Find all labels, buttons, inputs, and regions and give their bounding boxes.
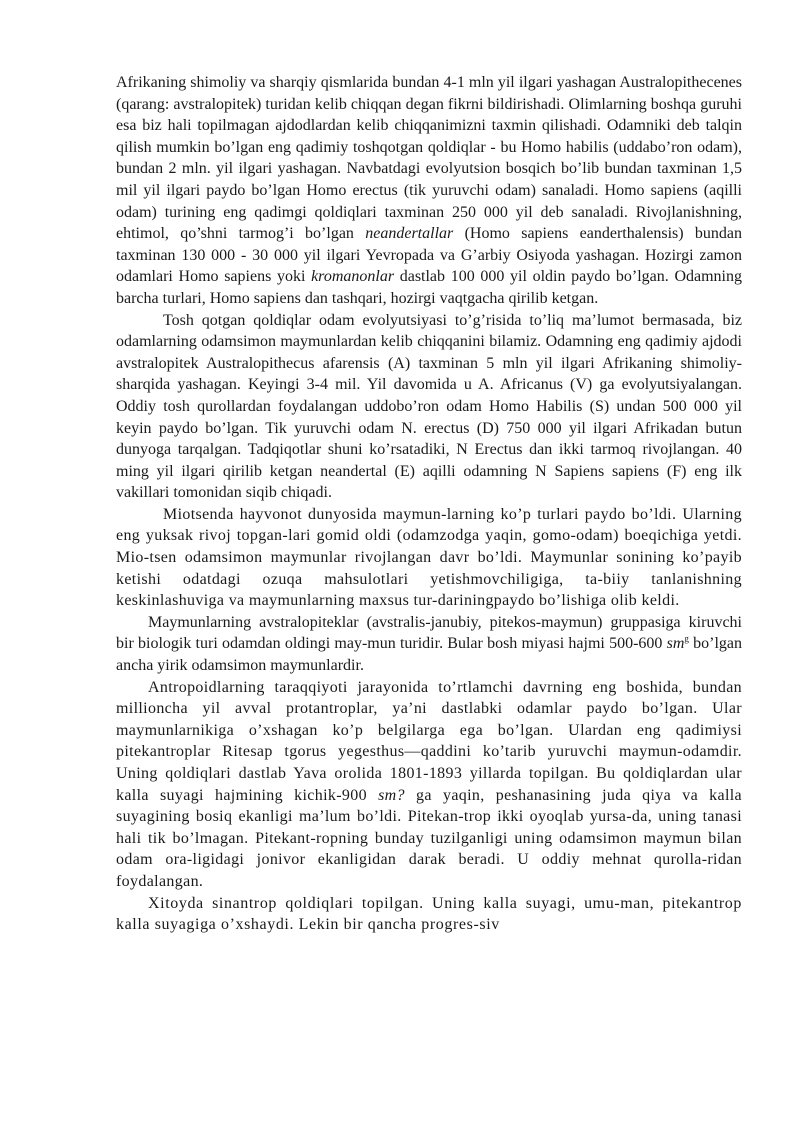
paragraph-2: Tosh qotgan qoldiqlar odam evolyutsiyasi to’g’risida to’liq ma’lumot bermasada, biz odamlarning odamsimon maymunlardan kelib chiqqanini bilamiz. Odamning eng qadimiy ajdodi avstralopitek Australopithecus afarensis (A) taxminan 5 mln yil ilgari Afrikaning shimoliy-sharqida yashagan. Keyingi 3-4 mil. Yil davomida u A. Africanus (V) ga evolyutsiyalangan. Oddiy tosh qurollardan foydalangan uddobo’ron odam Homo Habilis (S) undan 500 000 yil keyin paydo bo’lgan. Tik yuruvchi odam N. erectus (D) 750 000 yil ilgari Afrikadan butun dunyoga tarqalgan. Tadqiqotlar shuni ko’rsatadiki, N Erectus dan ikki tarmoq rivojlangan. 40 ming yil ilgari qirilib ketgan neandertal (E) aqilli odamning N Sapiens sapiens (F) eng ilk vakillari tomonidan siqib chiqadi. xyxy=(116,311,742,502)
paragraph-1 xyxy=(116,72,742,310)
paragraph-5-text-a: Antropoidlarning taraqqiyoti jarayonida to’rtlamchi davrning eng boshida, bundan millioncha yil avval protantroplar, ya’ni dastlabki odamlar paydo bo’lgan. Ular maymunlarnikiga o’xshagan ko’p belgilarga ega bo’lgan. Ulardan eng qadimiysi pitekantroplar Ritesap tgorus yegesthus—qaddini ko’tarib yuruvchi maymun-odamdir. Uning qoldiqlari dastlab Yava orolida 1801-1893 yillarda topilgan. Bu qoldiqlardan ular kalla suyagi hajmining kichik-900 xyxy=(116,678,742,804)
paragraph-1-text-a: Afrikaning shimoliy va sharqiy qismlarida bundan 4-1 mln yil ilgari yashagan Australopithecenes (qarang: avstralopitek) turidan kelib chiqqan degan fikrni bildirishadi. Olimlarning boshqa guruhi esa biz hali topilmagan ajdodlardan kelib chiqqanimizni taxmin qilishadi. Odamniki deb talqin qilish mumkin bo’lgan eng qadimiy toshqotgan qoldiqlar - bu Homo habilis (uddabo’ron odam), bundan 2 mln. yil ilgari yashagan. Navbatdagi evolyutsion bosqich bo’lib bundan taxminan 1,5 mil yil ilgari paydo bo’lgan Homo erectus (tik yuruvchi odam) sanaladi. Homo sapiens (aqilli odam) turining eng qadimgi qoldiqlari taxminan 250 000 yil deb sanaladi. Rivojlanishning, ehtimol, qo’shni tarmog’i bo’lgan xyxy=(116,74,742,243)
paragraph-1-text-b: (Homo sapiens eanderthalensis) bundan taxminan 130 000 - 30 000 yil ilgari Yevropada va G’arbiy Osiyoda yashagan. Hozirgi zamon odamlari Homo sapiens yoki xyxy=(116,225,743,286)
paragraph-3: Miotsenda hayvonot dunyosida maymun-larning ko’p turlari paydo bo’ldi. Ularning eng yuksak rivoj topgan-lari gomid oldi (odamzodga yaqin, gomo-odam) boeqichiga yetdi. Mio-tsen odamsimon maymunlar rivojlangan davr bo’ldi. Maymunlar sonining ko’payib ketishi odatdagi ozuqa mahsulotlari yetishmovchiligiga, ta-biiy tanlanishning keskinlashuviga va maymunlarning maxsus tur-dariningpaydo bo’lishiga olib keldi. xyxy=(116,505,742,610)
unit-sm-query: sm? xyxy=(378,786,405,804)
paragraph-4 xyxy=(116,612,742,677)
paragraph-4-text-a: Maymunlarning avstralopiteklar (avstralis-janubiy, pitekos-maymun) gruppasiga kiruvchi bir biologik turi odamdan oldingi may-mun turidir. Bular bosh miyasi hajmi 500-600 xyxy=(116,613,742,653)
paragraph-4-text-b: bo’lgan ancha yirik odamsimon maymunlardir. xyxy=(116,635,743,675)
paragraph-5-text-b: ga yaqin, peshanasining juda qiya va kalla suyagining bosiq ekanligi ma’lum bo’ldi. Pitekan-trop ikki oyoqlab yursa-da, uning tanasi hali tik bo’lmagan. Pitekant-ropning bunday tuzilganligi uning odamsimon maymun bilan odam ora-ligidagi jonivor ekanligidan darak beradi. U oddiy mehnat qurolla-ridan foydalangan. xyxy=(116,786,742,890)
term-kromanonlar: kromanonlar xyxy=(311,268,395,286)
paragraph-1-text-c: dastlab 100 000 yil oldin paydo bo’lgan. Odamning barcha turlari, Homo sapiens dan tashqari, hozirgi vaqtgacha qirilib ketgan. xyxy=(116,268,742,307)
unit-sm: sm xyxy=(666,635,685,653)
paragraph-6: Xitoyda sinantrop qoldiqlari topilgan. Uning kalla suyagi, umu-man, pitekantrop kalla suyagiga o’xshaydi. Lekin bir qancha progres-siv xyxy=(116,894,742,934)
paragraph-5 xyxy=(116,677,742,893)
unit-superscript: g xyxy=(684,634,689,645)
document-page xyxy=(116,72,742,936)
term-neandertallar: neandertallar xyxy=(365,225,454,243)
